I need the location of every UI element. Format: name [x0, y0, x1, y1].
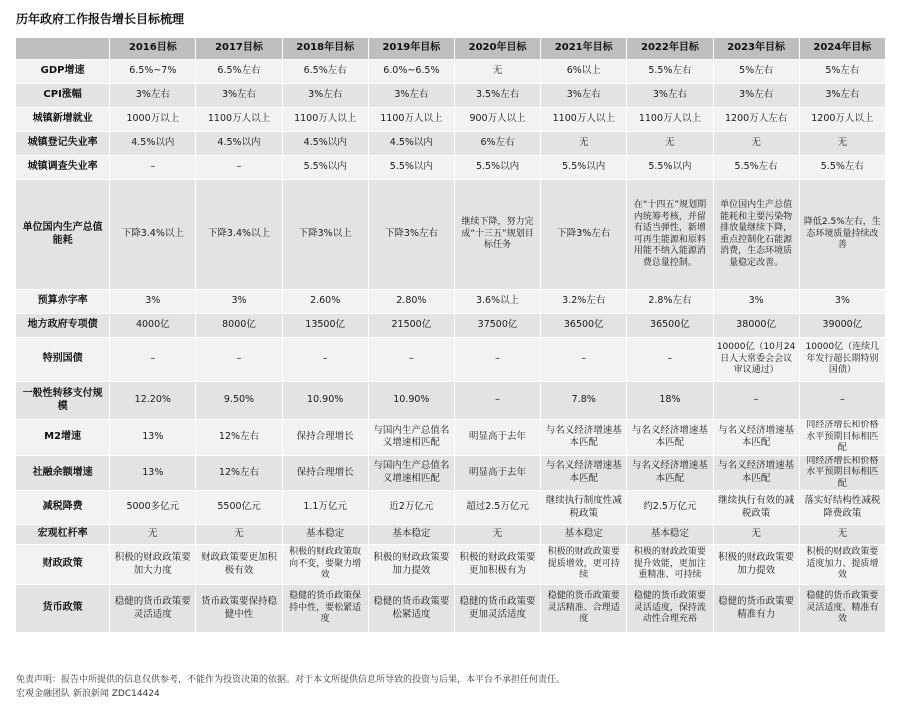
row-label: M2增速 — [16, 420, 110, 456]
table-cell: 4000亿 — [110, 314, 196, 338]
table-cell: 明显高于去年 — [455, 456, 541, 492]
table-cell: – — [541, 338, 627, 382]
table-cell: 1000万以上 — [110, 108, 196, 132]
table-row — [16, 84, 886, 108]
table-cell: 1.1万亿元 — [283, 491, 369, 525]
row-label: 单位国内生产总值能耗 — [16, 180, 110, 290]
row-label: 货币政策 — [16, 585, 110, 633]
table-cell: 与国内生产总值名义增速相匹配 — [369, 456, 455, 492]
table-cell: – — [283, 338, 369, 382]
table-cell: 6%左右 — [455, 132, 541, 156]
row-label: 城镇调查失业率 — [16, 156, 110, 180]
table-cell: 降低2.5%左右，生态环境质量持续改善 — [800, 180, 886, 290]
table-cell: 2.80% — [369, 290, 455, 314]
table-cell: 13500亿 — [283, 314, 369, 338]
row-label: 财政政策 — [16, 545, 110, 585]
table-cell: – — [627, 338, 713, 382]
table-cell: 13% — [110, 456, 196, 492]
row-label: GDP增速 — [16, 60, 110, 84]
table-cell: 与名义经济增速基本匹配 — [714, 420, 800, 456]
table-cell: 积极的财政政策要提升效能，更加注重精准、可持续 — [627, 545, 713, 585]
table-cell: 38000亿 — [714, 314, 800, 338]
disclaimer-text: 免责声明：报告中所提供的信息仅供参考，不能作为投资决策的依据。对于本文所提供信息所导致的投资与后果，本平台不承担任何责任。 — [16, 675, 566, 685]
table-cell: 无 — [541, 132, 627, 156]
table-cell: 8000亿 — [196, 314, 282, 338]
table-cell: 继续下降，努力完成“十三五”规划目标任务 — [455, 180, 541, 290]
source-text: 宏观金融团队 新浪新闻 ZDC14424 — [16, 689, 160, 699]
table-cell: 积极的财政政策要适度加力、提质增效 — [800, 545, 886, 585]
table-cell: 3%左右 — [800, 84, 886, 108]
table-cell: 5.5%以内 — [627, 156, 713, 180]
table-cell: 5.5%左右 — [800, 156, 886, 180]
table-cell: 与国内生产总值名义增速相匹配 — [369, 420, 455, 456]
table-row — [16, 290, 886, 314]
header-2024: 2024年目标 — [800, 38, 886, 60]
table-cell: – — [110, 156, 196, 180]
table-cell: 3%左右 — [283, 84, 369, 108]
table-cell: 5500亿元 — [196, 491, 282, 525]
table-cell: 10000亿（连续几年发行超长期特别国债） — [800, 338, 886, 382]
table-cell: 1100万人以上 — [627, 108, 713, 132]
table-cell: 稳健的货币政策要灵活适度、精准有效 — [800, 585, 886, 633]
table-cell: 36500亿 — [541, 314, 627, 338]
header-corner — [16, 38, 110, 60]
table-cell: 无 — [800, 132, 886, 156]
table-cell: 积极的财政政策要加大力度 — [110, 545, 196, 585]
table-cell: 继续执行有效的减税政策 — [714, 491, 800, 525]
table-cell: 下降3%左右 — [541, 180, 627, 290]
table-cell: 3.2%左右 — [541, 290, 627, 314]
table-cell: 无 — [110, 525, 196, 545]
table-cell: 3%左右 — [541, 84, 627, 108]
row-label: 减税降费 — [16, 491, 110, 525]
table-cell: 4.5%以内 — [369, 132, 455, 156]
table-row — [16, 545, 886, 585]
header-2022: 2022年目标 — [627, 38, 713, 60]
table-cell: 稳健的货币政策要灵活适度 — [110, 585, 196, 633]
row-label: 地方政府专项债 — [16, 314, 110, 338]
row-label: 特别国债 — [16, 338, 110, 382]
header-2016: 2016目标 — [110, 38, 196, 60]
table-cell: 5%左右 — [714, 60, 800, 84]
table-cell: 3% — [800, 290, 886, 314]
table-cell: 5.5%以内 — [455, 156, 541, 180]
table-cell: 稳健的货币政策要更加灵活适度 — [455, 585, 541, 633]
table-cell: 5.5%以内 — [541, 156, 627, 180]
table-cell: 约2.5万亿元 — [627, 491, 713, 525]
table-cell: 3% — [196, 290, 282, 314]
table-cell: 超过2.5万亿元 — [455, 491, 541, 525]
table-cell: 无 — [196, 525, 282, 545]
table-cell: 36500亿 — [627, 314, 713, 338]
table-cell: 3.5%左右 — [455, 84, 541, 108]
table-cell: 与名义经济增速基本匹配 — [541, 420, 627, 456]
table-cell: 下降3.4%以上 — [196, 180, 282, 290]
table-cell: 积极的财政政策要提质增效，更可持续 — [541, 545, 627, 585]
table-cell: 3%左右 — [714, 84, 800, 108]
table-cell: 保持合理增长 — [283, 456, 369, 492]
table-cell: 保持合理增长 — [283, 420, 369, 456]
row-label: 社融余额增速 — [16, 456, 110, 492]
table-cell: 1100万人以上 — [369, 108, 455, 132]
table-cell: 5.5%左右 — [714, 156, 800, 180]
table-cell: 6.5%左右 — [283, 60, 369, 84]
table-cell: 无 — [714, 132, 800, 156]
table-cell: 稳健的货币政策要松紧适度 — [369, 585, 455, 633]
table-cell: 4.5%以内 — [283, 132, 369, 156]
row-label: 城镇新增就业 — [16, 108, 110, 132]
table-cell: 下降3%以上 — [283, 180, 369, 290]
table-row — [16, 108, 886, 132]
table-cell: 明显高于去年 — [455, 420, 541, 456]
table-row — [16, 338, 886, 382]
header-2020: 2020年目标 — [455, 38, 541, 60]
row-label: 宏观杠杆率 — [16, 525, 110, 545]
table-row — [16, 156, 886, 180]
table-cell: 6.5%~7% — [110, 60, 196, 84]
table-cell: 12.20% — [110, 382, 196, 420]
table-row — [16, 382, 886, 420]
table-cell: 近2万亿元 — [369, 491, 455, 525]
table-row — [16, 491, 886, 525]
table-cell: 6%以上 — [541, 60, 627, 84]
table-cell: 3.6%以上 — [455, 290, 541, 314]
table-cell: 积极的财政政策要加力提效 — [714, 545, 800, 585]
table-cell: 基本稳定 — [369, 525, 455, 545]
table-cell: – — [455, 338, 541, 382]
table-cell: 积极的财政政策要加力提效 — [369, 545, 455, 585]
table-cell: 1100万人以上 — [541, 108, 627, 132]
table-cell: – — [196, 338, 282, 382]
header-2017: 2017目标 — [196, 38, 282, 60]
table-cell: 同经济增长和价格水平预期目标相匹配 — [800, 420, 886, 456]
table-cell: 5.5%以内 — [283, 156, 369, 180]
table-cell: 积极的财政政策取向不变，要聚力增效 — [283, 545, 369, 585]
table-cell: 3%左右 — [196, 84, 282, 108]
table-cell: 无 — [455, 525, 541, 545]
table-cell: 稳健的货币政策要灵活精准、合理适度 — [541, 585, 627, 633]
table-cell: 稳健的货币政策要灵活适度，保持流动性合理充裕 — [627, 585, 713, 633]
table-cell: 无 — [455, 60, 541, 84]
table-cell: – — [800, 382, 886, 420]
table-cell: 1100万人以上 — [283, 108, 369, 132]
table-cell: 900万人以上 — [455, 108, 541, 132]
table-cell: 10.90% — [369, 382, 455, 420]
table-cell: 9.50% — [196, 382, 282, 420]
table-cell: 12%左右 — [196, 420, 282, 456]
table-cell: 下降3%左右 — [369, 180, 455, 290]
row-label: 一般性转移支付规模 — [16, 382, 110, 420]
header-2023: 2023年目标 — [714, 38, 800, 60]
table-cell: 与名义经济增速基本匹配 — [627, 420, 713, 456]
table-cell: 10.90% — [283, 382, 369, 420]
table-cell: 同经济增长和价格水平预期目标相匹配 — [800, 456, 886, 492]
table-cell: 货币政策要保持稳健中性 — [196, 585, 282, 633]
table-row — [16, 180, 886, 290]
table-cell: 5.5%左右 — [627, 60, 713, 84]
table-cell: 落实好结构性减税降费政策 — [800, 491, 886, 525]
table-cell: 下降3.4%以上 — [110, 180, 196, 290]
table-cell: 在“十四五”规划期内统筹考核，并留有适当弹性，新增可再生能源和原料用能不纳入能源消费总量控制。 — [627, 180, 713, 290]
table-cell: 1200万人以上 — [800, 108, 886, 132]
table-cell: 10000亿（10月24日人大常委会会议审议通过） — [714, 338, 800, 382]
table-row — [16, 60, 886, 84]
table-cell: 5%左右 — [800, 60, 886, 84]
row-label: 预算赤字率 — [16, 290, 110, 314]
table-row — [16, 456, 886, 492]
table-cell: 与名义经济增速基本匹配 — [627, 456, 713, 492]
table-cell: 12%左右 — [196, 456, 282, 492]
header-row — [16, 38, 886, 60]
table-cell: 3%左右 — [627, 84, 713, 108]
table-cell: 2.8%左右 — [627, 290, 713, 314]
table-cell: 财政政策要更加积极有效 — [196, 545, 282, 585]
table-cell: 6.0%~6.5% — [369, 60, 455, 84]
table-cell: 稳健的货币政策要精准有力 — [714, 585, 800, 633]
table-cell: 1100万人以上 — [196, 108, 282, 132]
table-body — [16, 60, 886, 633]
table-cell: 单位国内生产总值能耗和主要污染物排放量继续下降，重点控制化石能源消费，生态环境质量稳定改善。 — [714, 180, 800, 290]
table-cell: 3%左右 — [110, 84, 196, 108]
table-cell: – — [455, 382, 541, 420]
table-cell: 2.60% — [283, 290, 369, 314]
table-cell: 无 — [714, 525, 800, 545]
table-cell: 6.5%左右 — [196, 60, 282, 84]
table-row — [16, 585, 886, 633]
table-cell: 稳健的货币政策保持中性，要松紧适度 — [283, 585, 369, 633]
row-label: 城镇登记失业率 — [16, 132, 110, 156]
table-cell: 积极的财政政策要更加积极有为 — [455, 545, 541, 585]
table-cell: – — [714, 382, 800, 420]
page-title: 历年政府工作报告增长目标梳理 — [16, 12, 185, 26]
header-2021: 2021年目标 — [541, 38, 627, 60]
table-row — [16, 132, 886, 156]
table-cell: 基本稳定 — [283, 525, 369, 545]
table-cell: 1200万人左右 — [714, 108, 800, 132]
table-cell: 3% — [714, 290, 800, 314]
table-cell: 21500亿 — [369, 314, 455, 338]
table-cell: 13% — [110, 420, 196, 456]
table-row — [16, 525, 886, 545]
header-2018: 2018年目标 — [283, 38, 369, 60]
targets-table — [16, 38, 886, 633]
header-2019: 2019年目标 — [369, 38, 455, 60]
table-row — [16, 314, 886, 338]
table-cell: 37500亿 — [455, 314, 541, 338]
table-cell: 4.5%以内 — [196, 132, 282, 156]
table-cell: 3%左右 — [369, 84, 455, 108]
table-cell: – — [369, 338, 455, 382]
row-label: CPI涨幅 — [16, 84, 110, 108]
table-cell: 18% — [627, 382, 713, 420]
table-cell: 无 — [800, 525, 886, 545]
table-cell: 39000亿 — [800, 314, 886, 338]
table-cell: 7.8% — [541, 382, 627, 420]
table-cell: 5.5%以内 — [369, 156, 455, 180]
table-cell: 基本稳定 — [541, 525, 627, 545]
table-cell: 4.5%以内 — [110, 132, 196, 156]
table-cell: 3% — [110, 290, 196, 314]
table-cell: – — [110, 338, 196, 382]
table-cell: 基本稳定 — [627, 525, 713, 545]
table-cell: – — [196, 156, 282, 180]
table-cell: 与名义经济增速基本匹配 — [714, 456, 800, 492]
table-cell: 无 — [627, 132, 713, 156]
table-cell: 5000多亿元 — [110, 491, 196, 525]
table-cell: 与名义经济增速基本匹配 — [541, 456, 627, 492]
table-cell: 继续执行制度性减税政策 — [541, 491, 627, 525]
table-row — [16, 420, 886, 456]
